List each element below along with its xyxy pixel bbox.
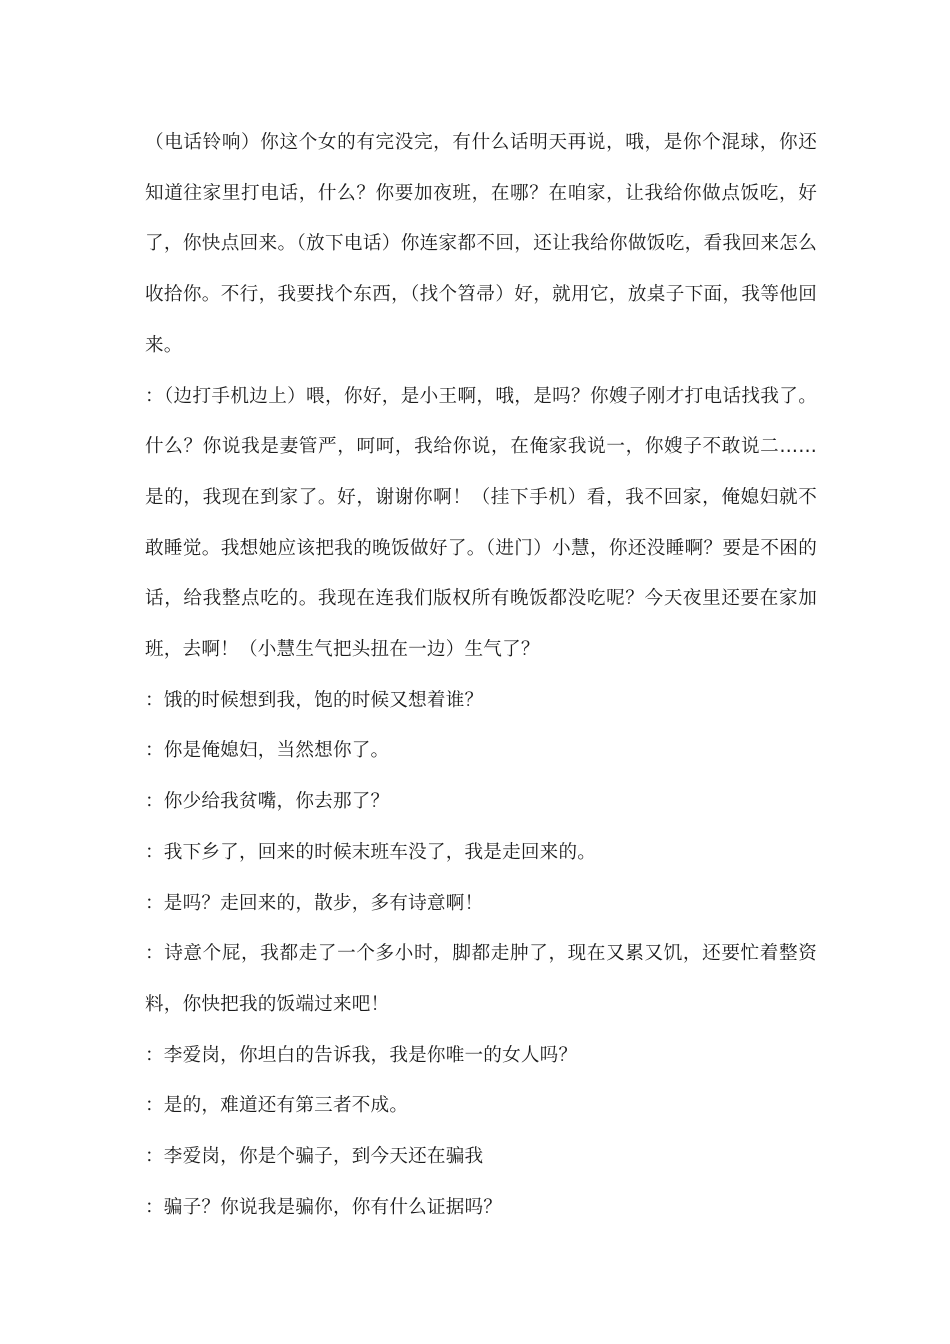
paragraph-4: ：你是俺媳妇，当然想你了。 <box>145 740 390 762</box>
paragraph-12: ：骗子？你说我是骗你，你有什么证据吗？ <box>145 1196 503 1218</box>
script-text <box>145 118 817 1233</box>
paragraph-8: ：诗意个屁，我都走了一个多小时，脚都走肿了，现在又累又饥，还要忙着整资料，你快把我的饭端过来吧！ <box>145 943 817 1015</box>
paragraph-7: ：是吗？走回来的，散步，多有诗意啊！ <box>145 892 484 914</box>
paragraph-10: ：是的，难道还有第三者不成。 <box>145 1095 409 1117</box>
paragraph-11: ：李爱岗，你是个骗子，到今天还在骗我 <box>145 1146 484 1168</box>
paragraph-2: ：（边打手机边上）喂，你好，是小王啊，哦，是吗？你嫂子刚才打电话找我了。什么？你说我是妻管严，呵呵，我给你说，在俺家我说一，你嫂子不敢说二……是的，我现在到家了。好，谢谢你啊！（挂下手机）看，我不回家，俺媳妇就不敢睡觉。我想她应该把我的晚饭做好了。（进门）小慧，你还没睡啊？要是不困的话，给我整点吃的。我现在连我们版权所有晚饭都没吃呢？今天夜里还要在家加班，去啊！（小慧生气把头扭在一边）生气了？ <box>145 385 817 661</box>
paragraph-9: ：李爱岗，你坦白的告诉我，我是你唯一的女人吗？ <box>145 1044 578 1066</box>
paragraph-1: （电话铃响）你这个女的有完没完，有什么话明天再说，哦，是你个混球，你还知道往家里打电话，什么？你要加夜班，在哪？在咱家，让我给你做点饭吃，好了，你快点回来。（放下电话）你连家都不回，还让我给你做饭吃，看我回来怎么收拾你。不行，我要找个东西，（找个笤帚）好，就用它，放桌子下面，我等他回来。 <box>145 132 817 356</box>
paragraph-3: ：饿的时候想到我，饱的时候又想着谁？ <box>145 689 484 711</box>
paragraph-6: ：我下乡了，回来的时候末班车没了，我是走回来的。 <box>145 841 597 863</box>
paragraph-5: ：你少给我贫嘴，你去那了？ <box>145 791 390 813</box>
